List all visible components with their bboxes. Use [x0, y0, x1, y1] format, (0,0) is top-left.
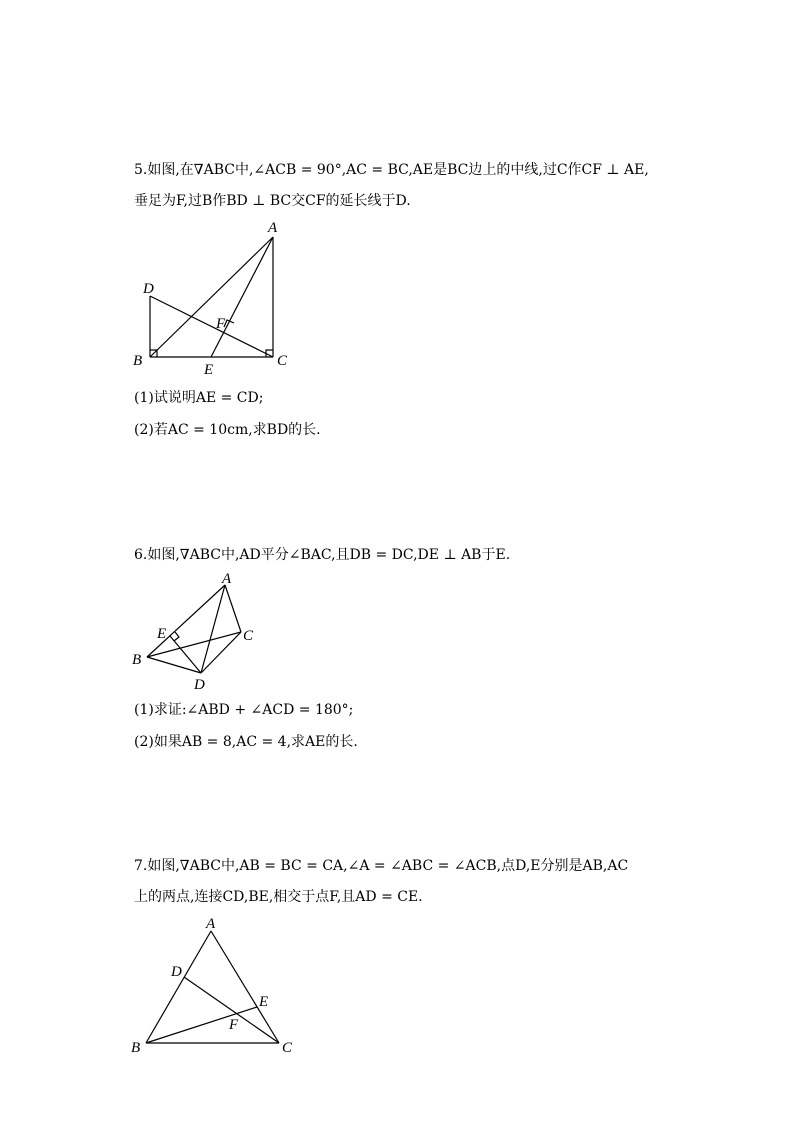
problem-5-sub-1: (1)试说明AE = CD; — [134, 390, 264, 406]
label-E: E — [259, 994, 269, 1010]
problem-5-stem-line-1: 5.如图,在∇ABC中,∠ACB = 90°,AC = BC,AE是BC边上的中线,过C作CF ⊥ AE, — [134, 162, 649, 178]
problem-6-sub-1: (1)求证:∠ABD + ∠ACD = 180°; — [134, 702, 354, 718]
problem-7-stem-line-1: 7.如图,∇ABC中,AB = BC = CA,∠A = ∠ABC = ∠ACB,点D,E分别是AB,AC — [134, 858, 629, 874]
label-C: C — [282, 1040, 293, 1056]
label-D: D — [194, 677, 205, 693]
segment-AC — [211, 931, 279, 1043]
label-E: E — [157, 626, 167, 642]
label-E: E — [204, 362, 214, 378]
problem-6-sub-2: (2)如果AB = 8,AC = 4,求AE的长. — [134, 734, 358, 750]
segment-BE — [146, 1007, 257, 1043]
problem-5-sub-2: (2)若AC = 10cm,求BD的长. — [134, 422, 321, 438]
segment-CD — [184, 977, 279, 1043]
label-B: B — [131, 1040, 141, 1056]
label-C: C — [243, 628, 254, 644]
label-C: C — [277, 353, 288, 369]
problem-5-stem-line-2: 垂足为F,过B作BD ⊥ BC交CF的延长线于D. — [134, 193, 411, 209]
problem-7-stem-line-2: 上的两点,连接CD,BE,相交于点F,且AD = CE. — [134, 889, 423, 905]
label-A: A — [206, 916, 216, 932]
label-B: B — [132, 652, 142, 668]
label-A: A — [222, 571, 232, 587]
label-A: A — [268, 220, 278, 236]
label-F: F — [229, 1017, 239, 1033]
problem-6-stem-line-1: 6.如图,∇ABC中,AD平分∠BAC,且DB = DC,DE ⊥ AB于E. — [134, 547, 511, 563]
segment-AB — [146, 931, 211, 1043]
label-D: D — [171, 964, 182, 980]
label-B: B — [133, 353, 143, 369]
label-D: D — [143, 281, 154, 297]
label-F: F — [216, 316, 226, 332]
